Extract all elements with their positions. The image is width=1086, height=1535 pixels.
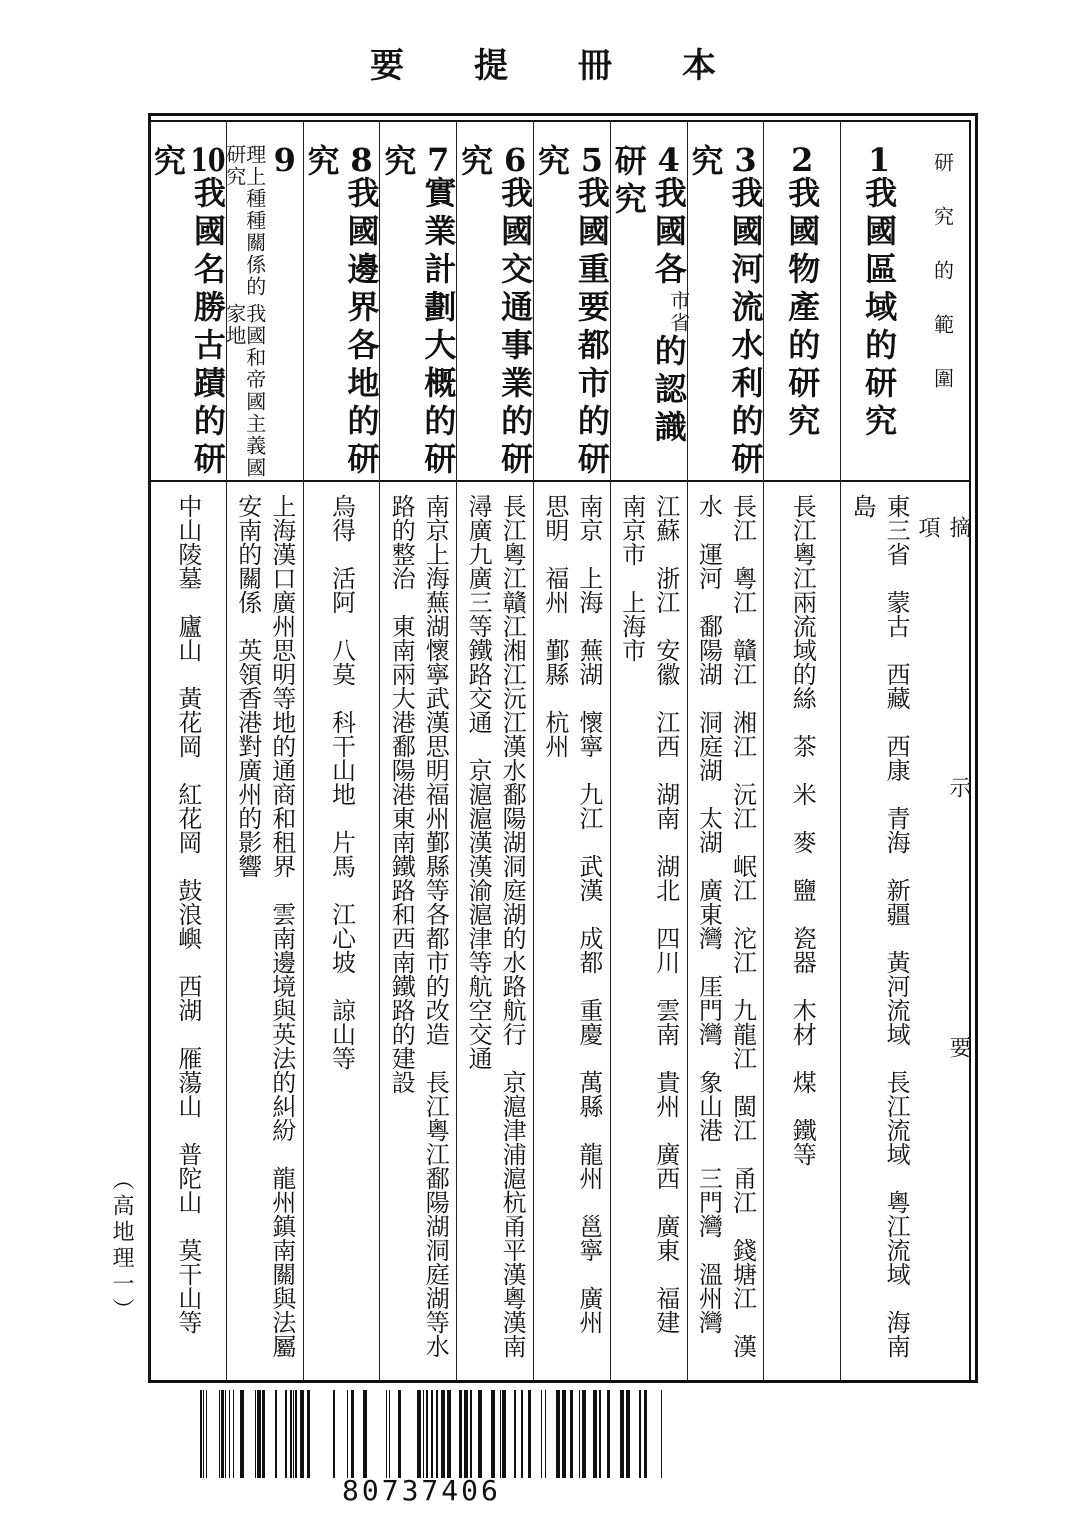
barcode-bar — [240, 1390, 244, 1478]
topic-items — [611, 486, 687, 1374]
barcode-bar — [626, 1390, 630, 1478]
topic-title-note — [666, 290, 691, 334]
topic-column-8 — [303, 122, 380, 1380]
topic-items-line: 安南的關係 英領香港對廣州的影響 — [233, 494, 262, 878]
topic-title-text: 我國物產的研究 — [783, 176, 822, 442]
topic-heading — [534, 122, 610, 482]
barcode-bar — [491, 1390, 495, 1478]
barcode-bar — [233, 1390, 234, 1478]
summary-table — [148, 113, 978, 1383]
barcode-bar — [275, 1390, 277, 1478]
topic-number: 3 — [734, 144, 757, 176]
barcode-bar — [255, 1390, 256, 1478]
topic-number: 4 — [657, 144, 680, 176]
topic-number: 1 — [867, 144, 891, 176]
barcode-bar — [351, 1390, 354, 1478]
topic-items-line: 水 運河 鄱陽湖 洞庭湖 太湖 廣東灣 厓門灣 象山港 三門灣 溫州灣 — [694, 494, 723, 1334]
barcode-bar — [528, 1390, 531, 1478]
topic-heading — [764, 122, 840, 482]
barcode-bar — [582, 1390, 586, 1478]
barcode-bar — [502, 1390, 506, 1478]
barcode-bar — [644, 1390, 647, 1478]
topic-items — [304, 486, 380, 1374]
topic-items — [688, 486, 764, 1374]
barcode-bar — [521, 1390, 523, 1478]
barcode-bar — [423, 1390, 424, 1478]
topic-items-line: 路的整治 東南兩大港鄱陽港東南鐵路和西南鐵路的建設 — [387, 494, 416, 1094]
topic-title-text: 我國邊界各地的研究 — [302, 144, 381, 480]
barcode-bar — [229, 1390, 230, 1478]
topic-number: 7 — [427, 144, 450, 176]
barcode-bar — [285, 1390, 287, 1478]
topic-heading — [222, 122, 303, 482]
topic-heading — [457, 122, 533, 482]
topic-items-line: 南京 上海 蕪湖 懷寧 九江 武漢 成都 重慶 萬縣 龍州 邕寧 廣州 — [574, 494, 603, 1334]
barcode-bar — [225, 1390, 226, 1478]
topic-title — [782, 122, 822, 480]
barcode-bar — [257, 1390, 261, 1478]
barcode-bar — [441, 1390, 445, 1478]
barcode-bar — [206, 1390, 207, 1478]
topic-items-line: 思明 福州 鄞縣 杭州 — [540, 494, 569, 758]
topic-title — [686, 122, 766, 480]
topic-title-note-line: 我國和帝國主義國家地 — [222, 303, 267, 480]
topic-title-text: 我國名勝古蹟的研究 — [148, 144, 227, 480]
topic-items — [764, 486, 840, 1374]
topic-title-text: 實業計劃大概的研究 — [379, 144, 458, 480]
topic-number: 8 — [350, 144, 373, 176]
topic-title-note-line: 理上種種關係的研究 — [222, 144, 267, 298]
barcode-bar — [386, 1390, 387, 1478]
topic-items-line: 長江粵江兩流域的絲 茶 米 麥 鹽 瓷器 木材 煤 鐵等 — [788, 494, 817, 1166]
topic-heading — [380, 122, 456, 482]
barcode-bar — [426, 1390, 428, 1478]
topic-column-5 — [533, 122, 610, 1380]
topic-number: 6 — [503, 144, 527, 176]
barcode-bar — [447, 1390, 451, 1478]
barcode-bar — [470, 1390, 472, 1478]
page-title: 本冊提要 — [370, 46, 786, 86]
barcode — [200, 1390, 662, 1478]
topic-title — [222, 122, 305, 480]
footer-note: （高地理一） — [109, 1168, 134, 1324]
topic-title-note-line: 市 — [666, 290, 691, 312]
topic-items-line: 東三省 蒙古 西藏 西康 青海 新疆 黃河流域 長江流域 粵江流域 海南 — [882, 494, 911, 1358]
topic-items-line: 島 — [848, 494, 877, 518]
barcode-bar — [221, 1390, 224, 1478]
topic-column-9 — [222, 122, 303, 1380]
topic-title — [609, 122, 689, 480]
topic-items-line: 南京上海蕪湖懷寧武漢思明福州鄞縣等各都市的改造 長江粵江鄱陽湖洞庭湖等水 — [421, 494, 450, 1358]
topic-title-text: 我國河流水利的研究 — [686, 144, 765, 480]
barcode-bar — [579, 1390, 580, 1478]
topic-items — [150, 486, 226, 1374]
topic-number: 9 — [273, 144, 296, 176]
topic-items — [380, 486, 456, 1374]
topic-items — [841, 486, 917, 1374]
topic-heading — [150, 122, 226, 482]
topic-number: 5 — [580, 144, 604, 176]
scope-header-column — [917, 122, 969, 1380]
scope-label: 研究的範圍 — [930, 152, 955, 422]
barcode-bar — [570, 1390, 573, 1478]
barcode-bar — [333, 1390, 335, 1478]
topic-heading — [688, 122, 764, 482]
barcode-number: 80737406 — [342, 1474, 501, 1507]
topic-heading — [304, 122, 380, 482]
barcode-bar — [639, 1390, 641, 1478]
items-label: 摘示要項 — [915, 516, 971, 1296]
barcode-bar — [417, 1390, 421, 1478]
barcode-bar — [607, 1390, 610, 1478]
topic-title-text: 我國重要都市的研究 — [532, 144, 611, 480]
barcode-bar — [300, 1390, 304, 1478]
topic-heading — [609, 122, 691, 482]
barcode-bar — [593, 1390, 597, 1478]
barcode-bar — [389, 1390, 390, 1478]
topic-heading — [841, 122, 917, 482]
topic-items-line: 上海漢口廣州思明等地的通商和租界 雲南邊境與英法的糾紛 龍州鎮南關與法屬 — [267, 494, 296, 1358]
barcode-bar — [347, 1390, 348, 1478]
topic-items-line: 長江粵江贛江湘江沅江漢水鄱陽湖洞庭湖的水路航行 京滬津浦滬杭甬平漢粵漢南 — [498, 494, 527, 1358]
topic-title-note-line: 省 — [666, 312, 691, 334]
barcode-bar — [262, 1390, 265, 1478]
barcode-bar — [295, 1390, 297, 1478]
topic-title — [455, 122, 535, 480]
topic-number: 2 — [791, 144, 814, 176]
topic-title-text: 我國各 — [649, 176, 688, 290]
barcode-bar — [436, 1390, 438, 1478]
barcode-bar — [363, 1390, 367, 1478]
barcode-bar — [464, 1390, 468, 1478]
items-header — [917, 486, 969, 1374]
topic-items-line: 長江 粵江 贛江 湘江 沅江 岷江 沱江 九龍江 閩江 甬江 錢塘江 漢 — [728, 494, 757, 1358]
topic-items — [227, 486, 303, 1374]
topic-column-4 — [609, 122, 691, 1380]
topic-title — [302, 122, 382, 480]
table-inner — [148, 120, 971, 1380]
barcode-bar — [514, 1390, 516, 1478]
topic-column-7 — [379, 122, 456, 1380]
topic-title-note — [222, 144, 267, 480]
barcode-bar — [541, 1390, 542, 1478]
barcode-bar — [290, 1390, 292, 1478]
barcode-bar — [431, 1390, 433, 1478]
topic-number: 10 — [190, 144, 226, 176]
topic-items-line: 中山陵墓 廬山 黃花岡 紅花岡 鼓浪嶼 西湖 雁蕩山 普陀山 莫干山等 — [173, 494, 202, 1334]
barcode-bar — [545, 1390, 546, 1478]
scope-header — [917, 122, 969, 482]
barcode-bar — [219, 1390, 220, 1478]
barcode-bar — [203, 1390, 204, 1478]
barcode-bar — [307, 1390, 310, 1478]
barcode-bar — [478, 1390, 482, 1478]
topic-items-line: 烏得 活阿 八莫 科干山地 片馬 江心坡 諒山等 — [327, 494, 356, 1070]
topic-items-line: 潯廣九廣三等鐵路交通 京滬滬漢漢渝滬津等航空交通 — [464, 494, 493, 1070]
topic-title — [378, 122, 458, 480]
barcode-bar — [200, 1390, 202, 1478]
topic-items — [457, 486, 533, 1374]
topic-items-line: 南京市 上海市 — [617, 494, 646, 662]
topic-items — [534, 486, 610, 1374]
topic-title — [532, 122, 612, 480]
topic-title — [859, 122, 899, 480]
topic-column-2 — [763, 122, 840, 1380]
barcode-bar — [398, 1390, 401, 1478]
topic-title-text: 我國區域的研究 — [860, 176, 899, 442]
topic-title — [148, 122, 228, 480]
barcode-bar — [562, 1390, 566, 1478]
barcode-bar — [599, 1390, 601, 1478]
topic-column-3 — [687, 122, 764, 1380]
barcode-bar — [556, 1390, 560, 1478]
topic-column-10 — [149, 122, 226, 1380]
topic-items-line: 江蘇 浙江 安徽 江西 湖南 湖北 四川 雲南 貴州 廣西 廣東 福建 — [651, 494, 680, 1334]
barcode-bar — [500, 1390, 501, 1478]
topic-title-text: 我國交通事業的研究 — [456, 144, 535, 480]
topic-title-text: 的認識研究 — [609, 144, 688, 448]
topic-column-1 — [840, 122, 917, 1380]
barcode-bar — [620, 1390, 624, 1478]
barcode-bar — [459, 1390, 462, 1478]
barcode-bar — [293, 1390, 294, 1478]
barcode-bar — [661, 1390, 662, 1478]
topic-column-6 — [456, 122, 533, 1380]
